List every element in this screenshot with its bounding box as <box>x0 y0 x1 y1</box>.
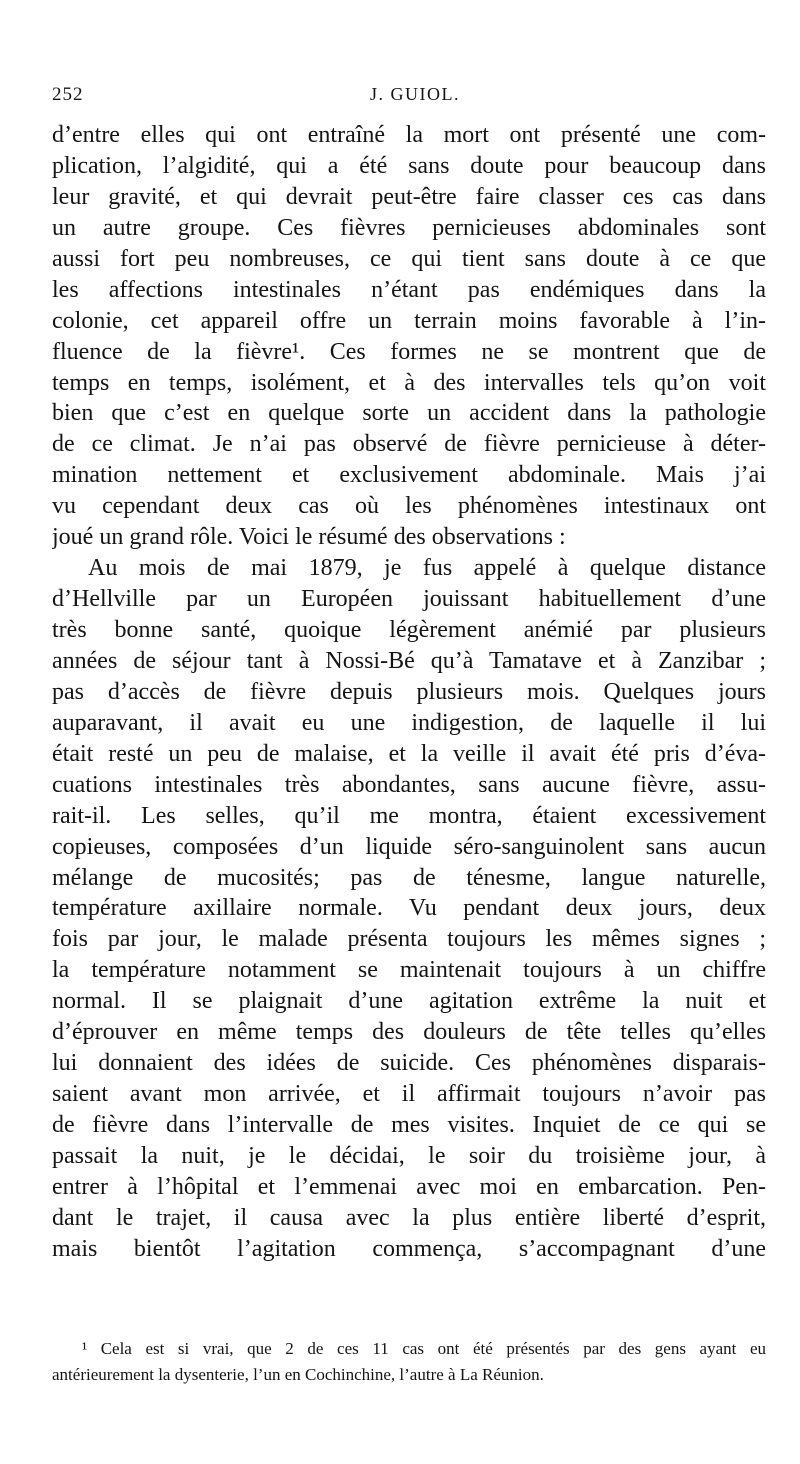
text-line: normal. Il se plaignait d’une agitation extrême la nuit et <box>52 988 766 1015</box>
text-line: temps en temps, isolément, et à des intervalles tels qu’on voit <box>52 369 766 396</box>
text-line: copieuses, composées d’un liquide séro-sanguinolent sans aucun <box>52 833 766 860</box>
footnote-line: ¹ Cela est si vrai, que 2 de ces 11 cas ont été présentés par des gens ayant eu <box>82 1339 766 1358</box>
text-line: d’Hellville par un Européen jouissant habituellement d’une <box>52 586 766 613</box>
text-line: de ce climat. Je n’ai pas observé de fièvre pernicieuse à déter- <box>52 431 766 458</box>
text-line: bien que c’est en quelque sorte un accident dans la pathologie <box>52 400 766 427</box>
text-line: passait la nuit, je le décidai, le soir du troisième jour, à <box>52 1142 766 1169</box>
body-text <box>52 120 766 1265</box>
text-line: était resté un peu de malaise, et la veille il avait été pris d’éva- <box>52 740 766 767</box>
text-line: lui donnaient des idées de suicide. Ces phénomènes disparais- <box>52 1050 766 1077</box>
text-line: dant le trajet, il causa avec la plus entière liberté d’esprit, <box>52 1204 766 1231</box>
running-head: J. GUIOL. <box>370 84 460 104</box>
footnote-line: antérieurement la dysenterie, l’un en Cochinchine, l’autre à La Réunion. <box>52 1365 544 1384</box>
text-line: auparavant, il avait eu une indigestion, de laquelle il lui <box>52 709 766 736</box>
text-line: d’éprouver en même temps des douleurs de tête telles qu’elles <box>52 1019 766 1046</box>
text-line: années de séjour tant à Nossi-Bé qu’à Tamatave et à Zanzibar ; <box>52 647 766 674</box>
text-line: plication, l’algidité, qui a été sans doute pour beaucoup dans <box>52 152 766 179</box>
text-line: température axillaire normale. Vu pendant deux jours, deux <box>52 895 766 922</box>
text-line: mination nettement et exclusivement abdominale. Mais j’ai <box>52 462 766 489</box>
text-line: vu cependant deux cas où les phénomènes intestinaux ont <box>52 493 766 520</box>
text-line: leur gravité, et qui devrait peut-être faire classer ces cas dans <box>52 183 766 210</box>
text-line: fois par jour, le malade présenta toujours les mêmes signes ; <box>52 926 766 953</box>
text-line: les affections intestinales n’étant pas endémiques dans la <box>52 276 766 303</box>
text-line: joué un grand rôle. Voici le résumé des observations : <box>52 524 566 551</box>
page-number: 252 <box>52 84 84 105</box>
text-line: un autre groupe. Ces fièvres pernicieuses abdominales sont <box>52 214 766 241</box>
text-line: la température notamment se maintenait toujours à un chiffre <box>52 957 766 984</box>
text-line: saient avant mon arrivée, et il affirmait toujours n’avoir pas <box>52 1081 766 1108</box>
text-line: d’entre elles qui ont entraîné la mort ont présenté une com- <box>52 122 766 148</box>
footnote <box>52 1336 766 1388</box>
text-line: Au mois de mai 1879, je fus appelé à quelque distance <box>88 555 766 582</box>
text-line: mélange de mucosités; pas de ténesme, langue naturelle, <box>52 864 766 891</box>
text-line: de fièvre dans l’intervalle de mes visites. Inquiet de ce qui se <box>52 1112 766 1138</box>
page-header <box>52 84 764 110</box>
text-line: pas d’accès de fièvre depuis plusieurs mois. Quelques jours <box>52 678 766 705</box>
text-line: aussi fort peu nombreuses, ce qui tient sans doute à ce que <box>52 245 766 272</box>
text-line: entrer à l’hôpital et l’emmenai avec moi en embarcation. Pen- <box>52 1173 766 1200</box>
text-line: fluence de la fièvre¹. Ces formes ne se montrent que de <box>52 338 766 365</box>
text-line: très bonne santé, quoique légèrement anémié par plusieurs <box>52 617 766 643</box>
text-line: colonie, cet appareil offre un terrain moins favorable à l’in- <box>52 307 766 334</box>
text-line: mais bientôt l’agitation commença, s’accompagnant d’une <box>52 1235 766 1262</box>
text-line: rait-il. Les selles, qu’il me montra, étaient excessivement <box>52 802 766 829</box>
text-line: cuations intestinales très abondantes, sans aucune fièvre, assu- <box>52 771 766 798</box>
